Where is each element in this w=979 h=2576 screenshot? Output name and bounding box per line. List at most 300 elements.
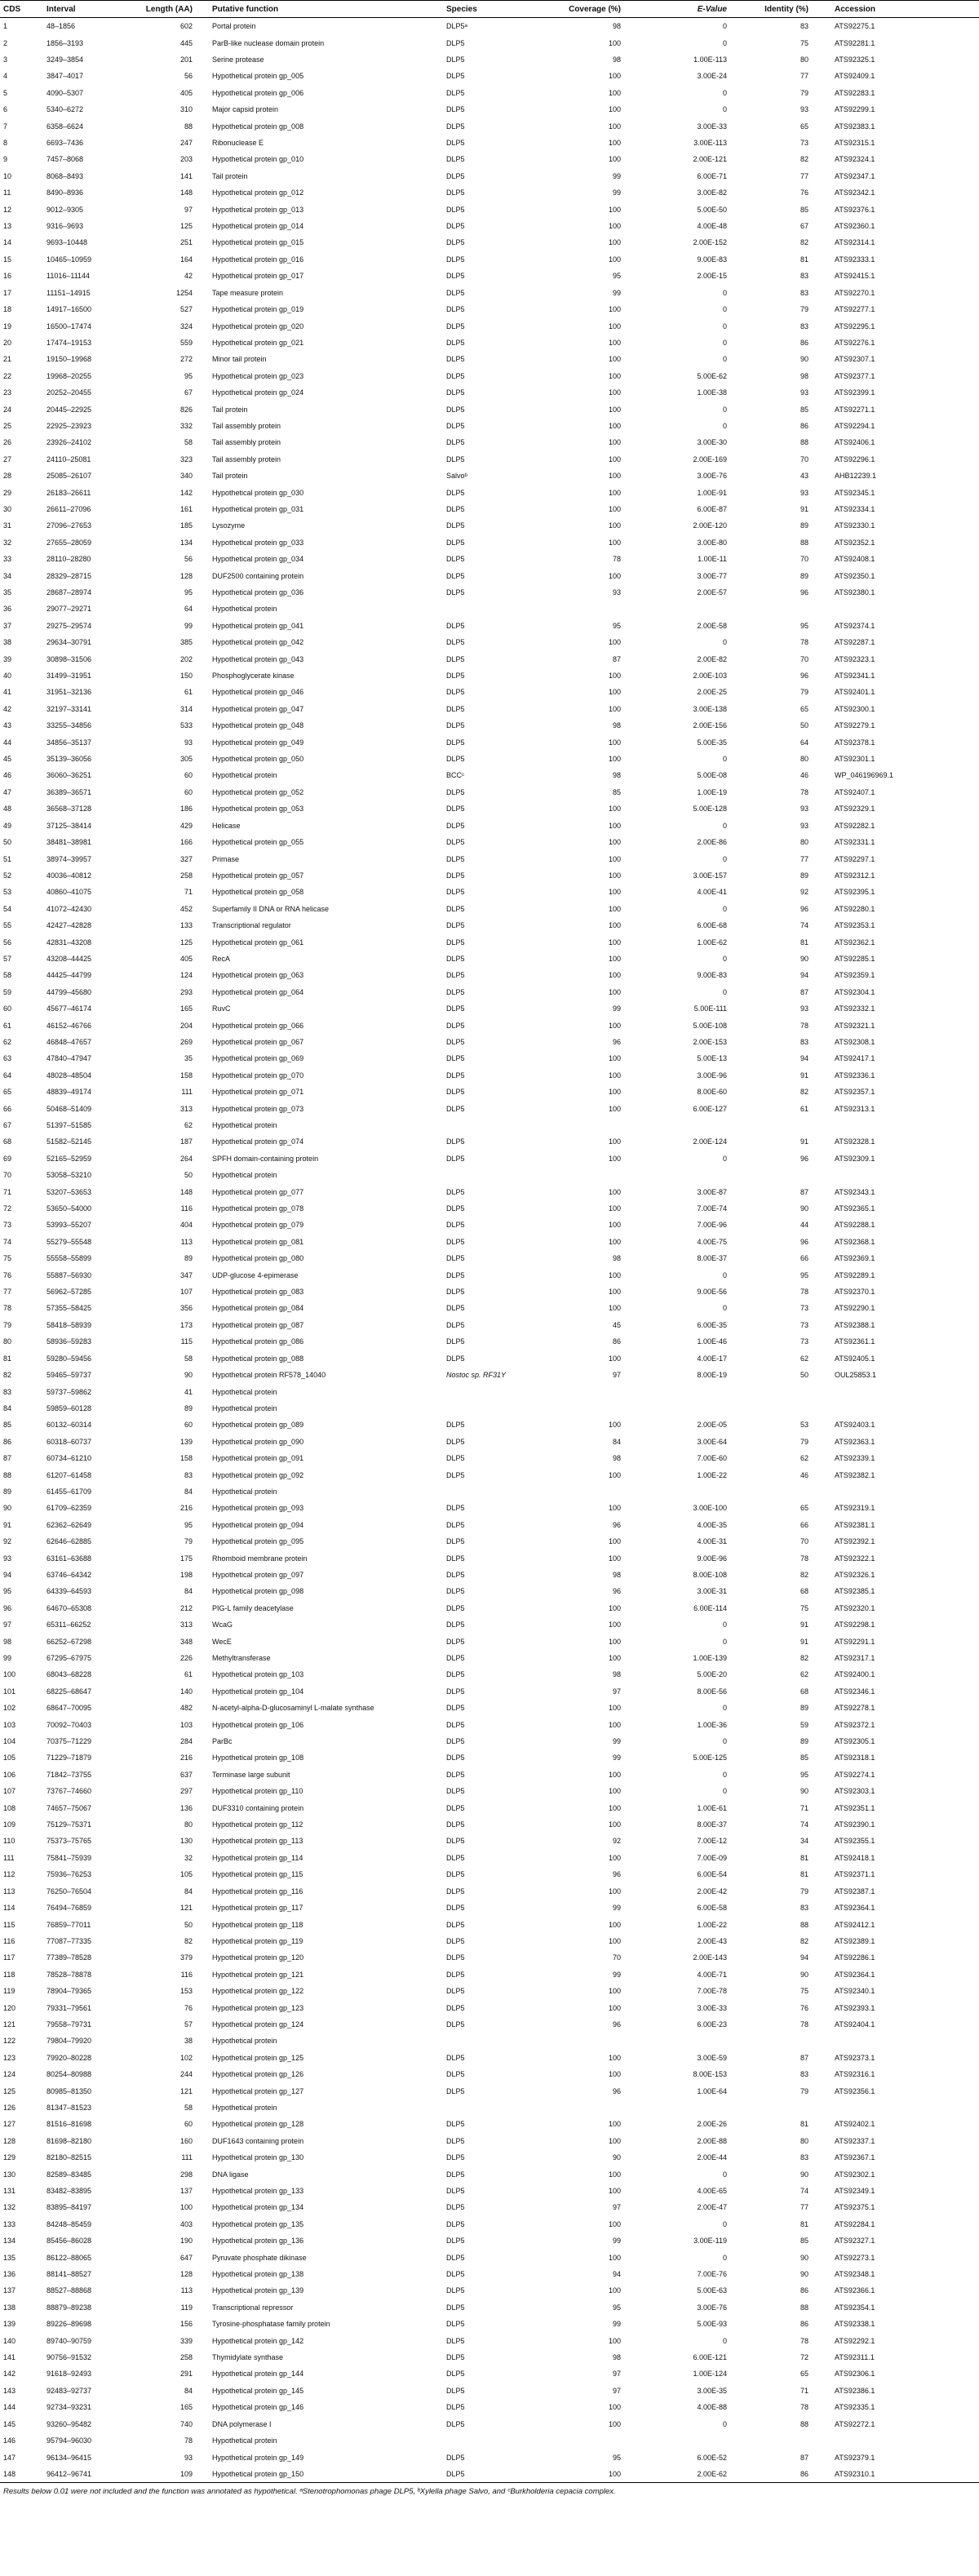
length-cell: 95 (184, 588, 193, 597)
accession-cell (833, 601, 979, 617)
identity-cell: 75 (800, 38, 808, 47)
accession-cell: ATS92328.1 (835, 1137, 875, 1146)
evalue-cell: 2.00E-47 (697, 2203, 727, 2212)
coverage-cell: 100 (608, 1270, 621, 1279)
identity-cell: 83 (800, 1037, 808, 1046)
table-row (0, 1933, 979, 1949)
coverage-cell: 100 (608, 122, 621, 131)
accession-cell: ATS92311.1 (835, 2353, 875, 2362)
identity-cell: 87 (800, 987, 808, 996)
evalue-cell: 6.00E-114 (693, 1603, 727, 1612)
cds-cell: 16 (3, 272, 12, 281)
table-row (0, 1483, 979, 1500)
identity-cell: 79 (800, 88, 808, 97)
function-cell: Tail assembly protein (212, 421, 281, 430)
function-cell: Hypothetical protein gp_090 (212, 1437, 304, 1446)
accession-cell: ATS92288.1 (835, 1221, 875, 1230)
interval-cell: 68043–68228 (47, 1670, 92, 1679)
function-cell: Hypothetical protein gp_088 (212, 1354, 304, 1363)
table-row (0, 1250, 979, 1266)
function-cell: SPFH domain-containing protein (212, 1154, 319, 1163)
cds-cell: 42 (3, 704, 12, 713)
interval-cell: 42831–43208 (47, 938, 92, 947)
cds-cell: 65 (3, 1088, 12, 1097)
cds-cell: 89 (3, 1487, 12, 1496)
table-row (0, 1434, 979, 1450)
function-cell: Terminase large subunit (212, 1770, 290, 1779)
accession-cell: ATS92272.1 (835, 2419, 875, 2428)
length-cell: 175 (179, 1554, 193, 1563)
coverage-cell: 100 (608, 638, 621, 647)
accession-cell: ATS92403.1 (835, 1421, 875, 1430)
coverage-cell: 100 (608, 1537, 621, 1546)
table-row (0, 2216, 979, 2232)
function-cell: Hypothetical protein gp_006 (212, 88, 304, 97)
evalue-cell (645, 2099, 743, 2116)
cds-cell: 17 (3, 288, 12, 297)
cds-cell: 140 (3, 2336, 16, 2345)
function-cell: Hypothetical protein gp_041 (212, 621, 304, 630)
length-cell: 198 (179, 1570, 193, 1579)
evalue-cell: 3.00E-119 (693, 2237, 727, 2246)
table-row (0, 335, 979, 351)
table-row (0, 384, 979, 401)
interval-cell: 31951–32136 (47, 688, 92, 697)
table-row (0, 717, 979, 734)
accession-cell: ATS92298.1 (835, 1621, 875, 1629)
species-cell: DLP5 (445, 2466, 554, 2483)
cds-cell: 121 (3, 2020, 16, 2028)
identity-cell: 90 (800, 2253, 808, 2262)
identity-cell: 88 (800, 1920, 808, 1929)
species-cell: DLP5 (446, 2053, 465, 2062)
identity-cell: 66 (800, 1520, 808, 1529)
species-cell: DLP5 (446, 1687, 465, 1696)
cds-cell: 144 (3, 2403, 16, 2412)
cds-cell: 86 (3, 1437, 12, 1446)
length-cell: 258 (179, 871, 193, 880)
interval-cell: 70375–71229 (47, 1737, 92, 1746)
interval-cell: 59859–60128 (47, 1403, 92, 1412)
table-row (0, 951, 979, 967)
length-cell: 403 (179, 2219, 193, 2228)
coverage-cell: 94 (612, 2270, 621, 2279)
cds-cell: 64 (3, 1071, 12, 1080)
function-cell: Hypothetical protein gp_108 (212, 1754, 304, 1762)
table-row (0, 1133, 979, 1150)
cds-cell: 120 (3, 2003, 16, 2012)
interval-cell: 3847–4017 (47, 72, 84, 81)
interval-cell: 75373–75765 (47, 1837, 92, 1846)
evalue-cell: 9.00E-83 (697, 255, 727, 264)
coverage-cell: 98 (612, 2353, 621, 2362)
length-cell: 445 (179, 38, 193, 47)
species-cell: DLP5 (446, 1137, 465, 1146)
function-cell: Hypothetical protein gp_023 (212, 371, 304, 380)
length-cell: 133 (179, 921, 193, 930)
species-cell: DLP5 (446, 838, 465, 847)
interval-cell: 20445–22925 (47, 405, 92, 414)
accession-cell: ATS92314.1 (835, 238, 875, 247)
table-row (0, 618, 979, 634)
interval-cell: 8490–8936 (47, 188, 84, 197)
interval-cell: 60132–60314 (47, 1421, 92, 1430)
coverage-cell: 100 (608, 1654, 621, 1663)
cds-cell: 20 (3, 338, 12, 347)
interval-cell: 40860–41075 (47, 888, 92, 897)
cds-cell: 24 (3, 405, 12, 414)
species-cell: DLP5 (446, 588, 465, 597)
coverage-cell: 100 (608, 1054, 621, 1063)
evalue-cell: 0 (722, 2336, 727, 2345)
evalue-cell: 8.00E-37 (697, 1820, 727, 1829)
species-cell: DLP5 (446, 521, 465, 530)
species-cell: DLP5 (446, 288, 465, 297)
accession-cell: ATS92382.1 (835, 1470, 875, 1479)
species-cell: DLP5 (446, 188, 465, 197)
length-cell: 107 (179, 1288, 193, 1297)
function-cell: Hypothetical protein gp_034 (212, 555, 304, 564)
table-row (0, 634, 979, 650)
evalue-cell: 4.00E-31 (697, 1537, 727, 1546)
evalue-cell: 2.00E-153 (693, 1037, 727, 1046)
accession-cell (833, 1483, 979, 1500)
species-cell: DLP5 (446, 2270, 465, 2279)
species-cell: DLP5 (446, 2120, 465, 2129)
interval-cell: 36060–36251 (47, 771, 92, 780)
identity-cell: 81 (800, 2120, 808, 2129)
table-row (0, 501, 979, 517)
interval-cell: 26611–27096 (47, 504, 91, 513)
function-cell: Primase (212, 854, 240, 863)
length-cell: 527 (179, 305, 193, 314)
species-cell: DLP5 (446, 2336, 465, 2345)
table-row (0, 1383, 979, 1399)
species-cell: DLP5 (446, 1970, 465, 1979)
accession-cell: ATS92278.1 (835, 1704, 875, 1713)
species-cell (445, 1167, 554, 1183)
accession-cell: ATS92367.1 (835, 2153, 875, 2162)
species-cell: DLP5 (446, 1720, 465, 1729)
cds-cell: 38 (3, 638, 12, 647)
identity-cell: 80 (800, 2136, 808, 2145)
evalue-cell: 1.00E-22 (697, 1470, 727, 1479)
table-row (0, 117, 979, 134)
length-cell: 35 (184, 1054, 193, 1063)
species-cell: DLP5 (446, 805, 465, 814)
cds-cell: 130 (3, 2170, 16, 2179)
accession-cell: ATS92331.1 (835, 838, 875, 847)
accession-cell: ATS92375.1 (835, 2203, 875, 2212)
interval-cell: 38974–39957 (47, 854, 92, 863)
interval-cell: 80254–80988 (47, 2070, 92, 2079)
table-row (0, 1916, 979, 1932)
cds-cell: 5 (3, 88, 8, 97)
length-cell: 125 (179, 938, 193, 947)
cds-cell: 49 (3, 821, 12, 830)
table-row (0, 1234, 979, 1250)
species-cell: DLP5 (446, 1704, 465, 1713)
evalue-cell: 5.00E-08 (697, 771, 727, 780)
species-cell: DLP5 (446, 255, 465, 264)
table-row (0, 1799, 979, 1816)
identity-cell: 65 (800, 122, 808, 131)
cds-cell: 104 (3, 1737, 16, 1746)
coverage-cell (554, 2099, 645, 2116)
length-cell: 347 (179, 1270, 193, 1279)
length-cell: 105 (179, 1870, 193, 1879)
table-row (0, 1300, 979, 1316)
length-cell: 67 (184, 388, 193, 397)
table-row (0, 1666, 979, 1683)
accession-cell: ATS92364.1 (835, 1970, 875, 1979)
coverage-cell: 97 (612, 2386, 621, 2395)
evalue-cell: 2.00E-58 (697, 621, 727, 630)
species-cell: DLP5 (446, 654, 465, 663)
evalue-cell: 3.00E-64 (697, 1437, 727, 1446)
coverage-cell: 100 (608, 321, 621, 330)
length-cell: 559 (179, 338, 193, 347)
function-cell: Hypothetical protein gp_118 (212, 1920, 303, 1929)
interval-cell: 6693–7436 (47, 139, 84, 148)
species-cell: DLP5 (446, 1837, 465, 1846)
function-cell: Hypothetical protein gp_114 (212, 1853, 303, 1862)
table-row (0, 1200, 979, 1217)
coverage-cell: 100 (608, 504, 621, 513)
table-row (0, 1183, 979, 1199)
function-cell: Hypothetical protein gp_144 (212, 2370, 304, 2379)
identity-cell: 90 (800, 1970, 808, 1979)
species-cell: DLP5 (446, 1637, 465, 1646)
coverage-cell: 100 (608, 472, 621, 481)
accession-cell: ATS92352.1 (835, 538, 875, 547)
accession-cell: ATS92304.1 (835, 987, 875, 996)
function-cell: Serine protease (212, 55, 264, 64)
coverage-cell: 100 (608, 1204, 621, 1213)
coverage-cell: 100 (608, 155, 621, 164)
table-row (0, 2183, 979, 2199)
accession-cell: ATS92402.1 (835, 2120, 875, 2129)
identity-cell: 76 (800, 2003, 808, 2012)
species-cell: DLP5 (446, 2070, 465, 2079)
identity-cell: 64 (800, 738, 808, 747)
accession-cell: ATS92351.1 (835, 1803, 875, 1812)
coverage-cell: 100 (608, 1088, 621, 1097)
coverage-cell: 99 (612, 1970, 621, 1979)
coverage-cell: 100 (608, 1137, 621, 1146)
interval-cell: 68647–70095 (47, 1704, 92, 1713)
coverage-cell: 100 (608, 1720, 621, 1729)
cds-cell: 19 (3, 321, 12, 330)
interval-cell: 76250–76504 (47, 1887, 92, 1895)
cds-cell: 95 (3, 1587, 12, 1596)
identity-cell: 77 (800, 2203, 808, 2212)
accession-cell: ATS92357.1 (835, 1088, 875, 1097)
length-cell: 58 (184, 1354, 193, 1363)
accession-cell: ATS92281.1 (835, 38, 875, 47)
species-cell: DLP5 (446, 1320, 465, 1329)
identity-cell: 91 (800, 1621, 808, 1629)
interval-cell: 77087–77335 (47, 1936, 92, 1945)
function-cell: Hypothetical protein gp_077 (212, 1187, 304, 1196)
evalue-cell: 0 (722, 755, 727, 764)
species-cell: DLP5 (446, 1221, 465, 1230)
coverage-cell (554, 1383, 645, 1399)
coverage-cell: 100 (608, 1354, 621, 1363)
length-cell: 60 (184, 787, 193, 796)
cds-cell: 32 (3, 538, 12, 547)
species-cell: DLP5 (446, 2403, 465, 2412)
identity-cell: 65 (800, 1504, 808, 1513)
evalue-cell: 0 (722, 405, 727, 414)
coverage-cell: 96 (612, 2020, 621, 2028)
function-cell: Hypothetical protein (212, 771, 277, 780)
accession-cell: ATS92274.1 (835, 1770, 875, 1779)
table-row (0, 18, 979, 35)
coverage-cell: 100 (608, 2120, 621, 2129)
accession-cell: ATS92365.1 (835, 1204, 875, 1213)
cds-cell: 78 (3, 1304, 12, 1313)
function-cell: Hypothetical protein gp_015 (212, 238, 304, 247)
interval-cell: 36568–37128 (47, 805, 92, 814)
coverage-cell: 100 (608, 72, 621, 81)
length-cell: 38 (184, 2037, 193, 2046)
cds-cell: 50 (3, 838, 12, 847)
table-row (0, 1500, 979, 1516)
species-cell: DLP5 (446, 355, 465, 364)
identity-cell: 95 (800, 621, 808, 630)
evalue-cell: 5.00E-128 (693, 805, 727, 814)
evalue-cell: 8.00E-37 (697, 1254, 727, 1263)
coverage-cell: 100 (608, 2053, 621, 2062)
cds-cell: 6 (3, 105, 8, 114)
identity-cell: 73 (800, 1320, 808, 1329)
accession-cell: ATS92297.1 (835, 854, 875, 863)
species-cell: DLP5 (446, 1187, 465, 1196)
coverage-cell: 100 (608, 139, 621, 148)
identity-cell: 59 (800, 1720, 808, 1729)
interval-cell: 61455–61709 (47, 1487, 92, 1496)
interval-cell: 38481–38981 (47, 838, 92, 847)
function-cell: Hypothetical protein gp_014 (212, 222, 304, 231)
species-cell: DLP5 (446, 2003, 465, 2012)
table-row (0, 2050, 979, 2066)
length-cell: 216 (179, 1754, 193, 1762)
species-cell: DLP5 (446, 1304, 465, 1313)
accession-cell: ATS92301.1 (835, 755, 875, 764)
length-cell: 161 (179, 504, 193, 513)
coverage-cell: 100 (608, 1920, 621, 1929)
length-cell: 379 (179, 1953, 193, 1962)
header-interval: Interval (45, 1, 139, 18)
evalue-cell: 5.00E-108 (693, 1021, 727, 1030)
coverage-cell: 100 (608, 805, 621, 814)
evalue-cell: 0 (722, 421, 727, 430)
accession-cell: ATS92389.1 (835, 1936, 875, 1945)
interval-cell: 29077–29271 (47, 605, 92, 614)
identity-cell: 79 (800, 1887, 808, 1895)
identity-cell: 61 (800, 1104, 808, 1113)
species-cell: DLP5 (446, 1770, 465, 1779)
species-cell: DLP5 (446, 1920, 465, 1929)
length-cell: 293 (179, 987, 193, 996)
length-cell: 121 (179, 2086, 193, 2095)
table-row (0, 2116, 979, 2132)
accession-cell: ATS92322.1 (835, 1554, 875, 1563)
length-cell: 116 (180, 1970, 193, 1979)
table-row (0, 285, 979, 301)
table-row (0, 1100, 979, 1116)
coverage-cell: 100 (608, 538, 621, 547)
table-row (0, 800, 979, 817)
identity-cell: 88 (800, 438, 808, 447)
interval-cell: 42427–42828 (47, 921, 92, 930)
length-cell: 185 (179, 521, 193, 530)
table-row (0, 1167, 979, 1183)
function-cell: Tyrosine-phosphatase family protein (212, 2320, 330, 2329)
coverage-cell: 100 (608, 405, 621, 414)
evalue-cell: 2.00E-143 (693, 1953, 727, 1962)
interval-cell: 4090–5307 (47, 88, 84, 97)
identity-cell: 86 (800, 421, 808, 430)
evalue-cell: 9.00E-83 (697, 971, 727, 980)
cds-cell: 103 (3, 1720, 16, 1729)
species-cell: DLP5 (446, 1820, 465, 1829)
species-cell: DLP5 (446, 1870, 465, 1879)
function-cell: Hypothetical protein gp_139 (212, 2286, 304, 2295)
coverage-cell: 100 (608, 1071, 621, 1080)
accession-cell: ATS92317.1 (835, 1654, 875, 1663)
identity-cell (743, 2033, 833, 2049)
function-cell: Transcriptional repressor (212, 2303, 294, 2312)
cds-cell: 54 (3, 904, 12, 913)
interval-cell: 51397–51585 (47, 1121, 92, 1130)
species-cell: DLP5 (446, 2286, 465, 2295)
species-cell: DLP5 (446, 488, 465, 497)
table-row (0, 1850, 979, 1866)
coverage-cell: 100 (608, 704, 621, 713)
table-row (0, 1050, 979, 1066)
table-row (0, 667, 979, 684)
interval-cell: 33255–34856 (47, 721, 92, 730)
interval-cell: 76859–77011 (47, 1920, 91, 1929)
length-cell: 602 (179, 22, 193, 31)
cds-cell: 57 (3, 954, 12, 963)
species-cell: DLP5 (446, 1288, 465, 1297)
species-cell (445, 1400, 554, 1417)
coverage-cell: 100 (608, 222, 621, 231)
identity-cell: 46 (800, 771, 808, 780)
accession-cell (833, 1117, 979, 1133)
evalue-cell: 5.00E-50 (697, 205, 727, 214)
function-cell: Hypothetical protein gp_057 (212, 871, 304, 880)
evalue-cell: 3.00E-80 (697, 538, 727, 547)
identity-cell: 93 (800, 105, 808, 114)
function-cell: Hypothetical protein gp_127 (212, 2086, 304, 2095)
cds-cell: 139 (3, 2320, 16, 2329)
interval-cell: 45677–46174 (47, 1004, 92, 1013)
interval-cell: 79920–80228 (47, 2053, 92, 2062)
coverage-cell: 100 (608, 1887, 621, 1895)
interval-cell: 50468–51409 (47, 1104, 92, 1113)
evalue-cell: 1.00E-61 (697, 1803, 727, 1812)
table-row (0, 301, 979, 317)
length-cell: 137 (179, 2187, 193, 2196)
function-cell: Hypothetical protein gp_020 (212, 321, 304, 330)
table-row (0, 933, 979, 950)
length-cell: 41 (184, 1387, 193, 1396)
evalue-cell: 2.00E-124 (693, 1137, 727, 1146)
